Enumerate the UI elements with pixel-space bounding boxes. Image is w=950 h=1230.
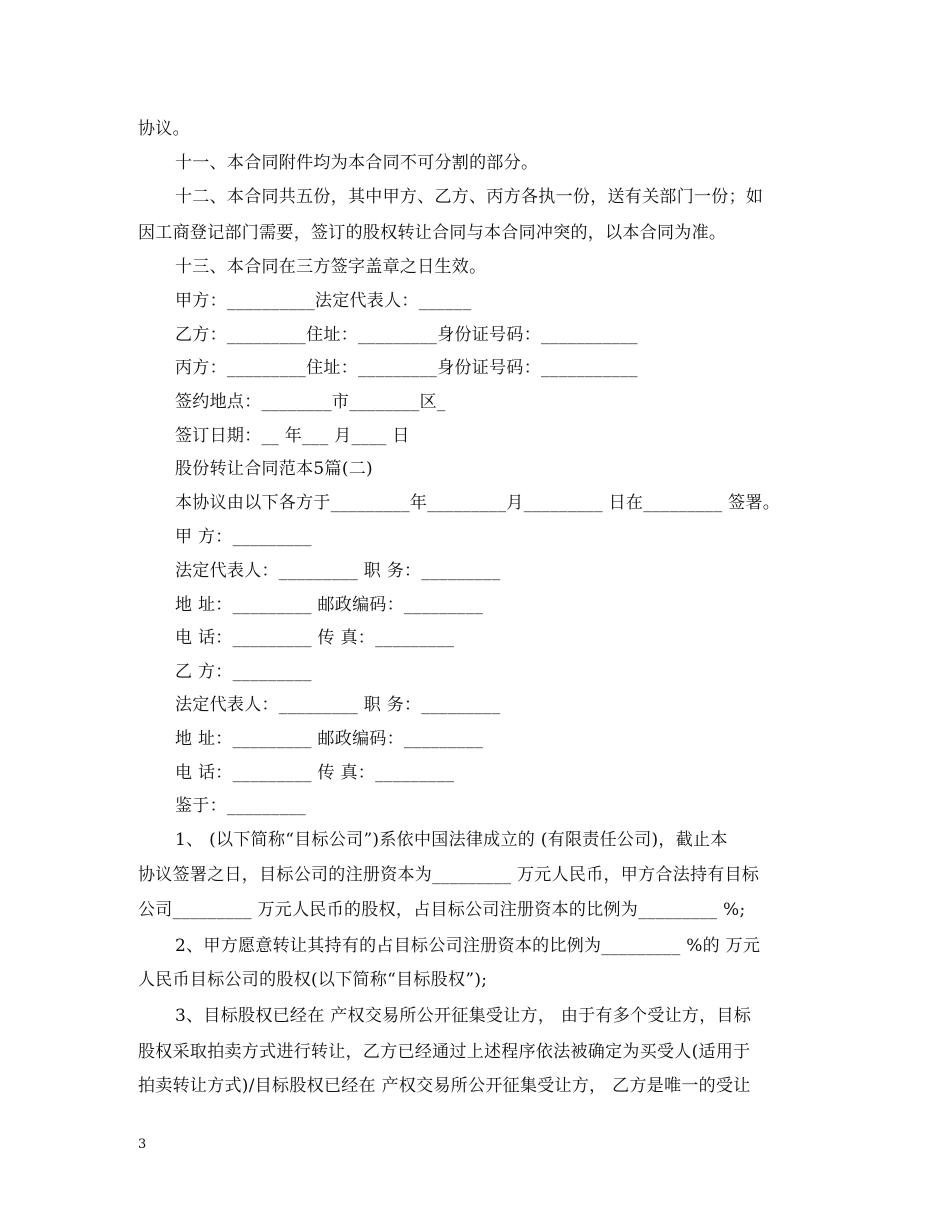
page-number: 3: [138, 1137, 147, 1152]
text-line: 十三、本合同在三方签字盖章之日生效。: [175, 257, 487, 277]
party-a-representative: 法定代表人：_________ 职 务：_________: [175, 561, 501, 581]
text-line: 公司_________ 万元人民币的股权，占目标公司注册资本的比例为_________ %;: [138, 900, 746, 920]
text-line: 因工商登记部门需要，签订的股权转让合同与本合同冲突的，以本合同为准。: [138, 223, 727, 243]
whereas-field: 鉴于：_________: [175, 796, 307, 816]
party-b-field: 乙 方：_________: [175, 662, 312, 682]
text-line: 拍卖转让方式)/目标股权已经在 产权交易所公开征集受让方， 乙方是唯一的受让: [138, 1076, 751, 1096]
text-line: 2、甲方愿意转让其持有的占目标公司注册资本的比例为_________ %的 万元: [175, 936, 761, 956]
party-b-representative: 法定代表人：_________ 职 务：_________: [175, 695, 501, 715]
text-line: 协议签署之日，目标公司的注册资本为_________ 万元人民币，甲方合法持有目标: [138, 865, 760, 885]
party-b-address: 地 址：_________ 邮政编码：_________: [175, 729, 484, 749]
party-b-phone: 电 话：_________ 传 真：_________: [175, 763, 455, 783]
party-a-phone: 电 话：_________ 传 真：_________: [175, 628, 455, 648]
party-a-field: 甲 方：_________: [175, 527, 312, 547]
text-line: 3、目标股权已经在 产权交易所公开征集受让方， 由于有多个受让方，目标: [175, 1006, 752, 1026]
text-line: 1、 (以下简称“目标公司”)系依中国法律成立的 (有限责任公司)，截止本: [175, 830, 728, 850]
text-line: 人民币目标公司的股权(以下简称“目标股权”);: [138, 970, 488, 990]
text-line: 协议。: [138, 119, 190, 139]
text-line: 十一、本合同附件均为本合同不可分割的部分。: [175, 153, 539, 173]
signing-location: 签约地点：________市________区_: [175, 392, 446, 412]
section-title: 股份转让合同范本5篇(二): [175, 459, 373, 479]
text-line: 十二、本合同共五份，其中甲方、乙方、丙方各执一份，送有关部门一份；如: [175, 187, 764, 207]
signature-field-party-b: 乙方：_________住址：_________身份证号码：___________: [175, 325, 638, 345]
text-line: 本协议由以下各方于_________年_________月_________ 日在_________ 签署。: [175, 493, 781, 513]
signature-field-party-a: 甲方：__________法定代表人：______: [175, 291, 472, 311]
party-a-address: 地 址：_________ 邮政编码：_________: [175, 595, 484, 615]
signature-field-party-c: 丙方：_________住址：_________身份证号码：___________: [175, 358, 638, 378]
text-line: 股权采取拍卖方式进行转让，乙方已经通过上述程序依法被确定为买受人(适用于: [138, 1042, 751, 1062]
signing-date: 签订日期：__ 年___ 月____ 日: [175, 426, 410, 446]
